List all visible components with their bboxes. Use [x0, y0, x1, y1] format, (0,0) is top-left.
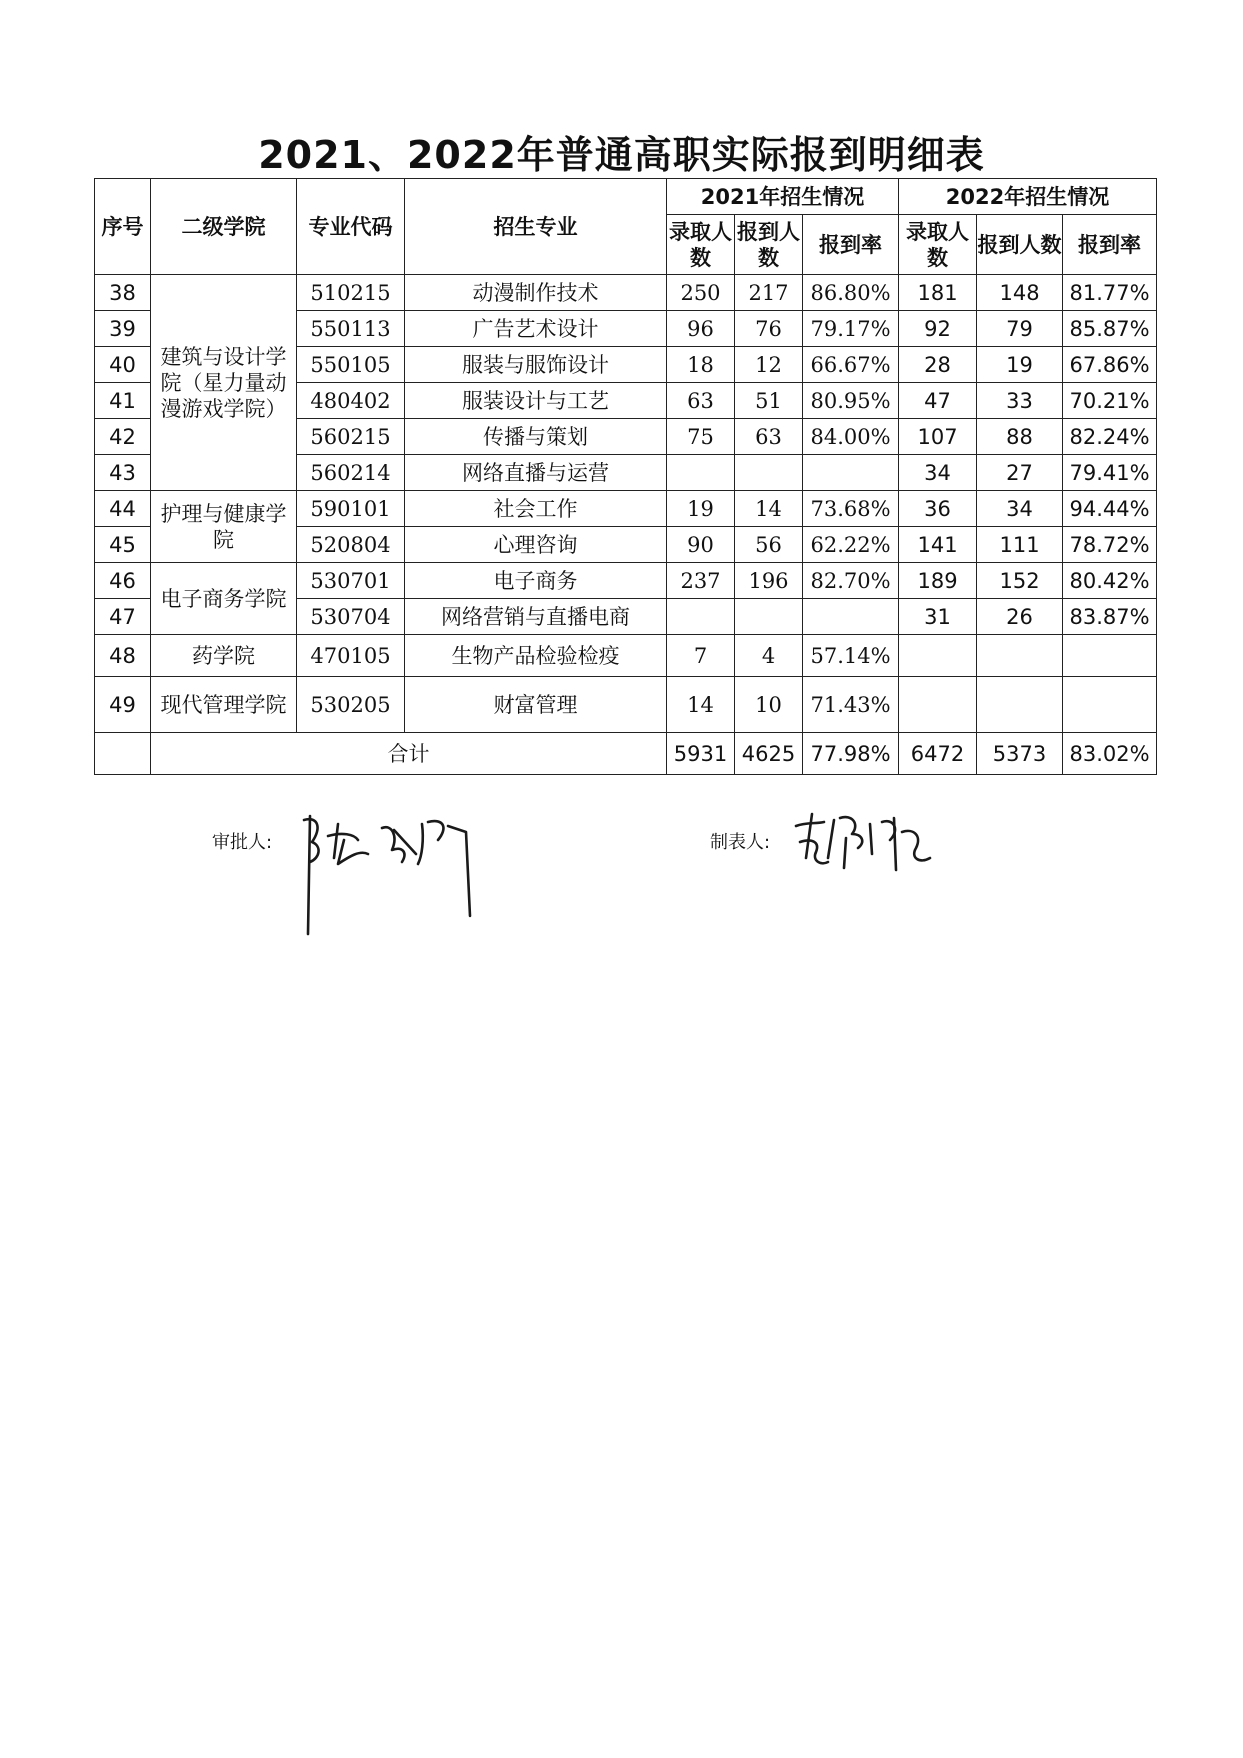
cell-rate-2022: 67.86% — [1063, 347, 1157, 383]
cell-code: 550113 — [297, 311, 405, 347]
cell-rate-2021: 79.17% — [803, 311, 899, 347]
cell-enrolled-2022: 27 — [977, 455, 1063, 491]
cell-enrolled-2021: 196 — [735, 563, 803, 599]
header-admitted-2022: 录取人数 — [899, 215, 977, 275]
cell-major: 社会工作 — [405, 491, 667, 527]
cell-seq: 43 — [95, 455, 151, 491]
cell-college: 药学院 — [151, 635, 297, 677]
preparer-signature — [790, 808, 940, 878]
cell-major: 财富管理 — [405, 677, 667, 733]
cell-admitted-2021 — [667, 599, 735, 635]
cell-admitted-2021: 90 — [667, 527, 735, 563]
cell-admitted-2022: 92 — [899, 311, 977, 347]
total-admitted-2021: 5931 — [667, 733, 735, 775]
cell-rate-2022: 82.24% — [1063, 419, 1157, 455]
cell-major: 心理咨询 — [405, 527, 667, 563]
cell-admitted-2022: 31 — [899, 599, 977, 635]
cell-enrolled-2021: 4 — [735, 635, 803, 677]
header-rate-2022: 报到率 — [1063, 215, 1157, 275]
cell-total-seq-empty — [95, 733, 151, 775]
total-rate-2021: 77.98% — [803, 733, 899, 775]
table-row — [95, 563, 1157, 599]
cell-rate-2021: 73.68% — [803, 491, 899, 527]
header-seq: 序号 — [95, 179, 151, 275]
cell-rate-2021: 80.95% — [803, 383, 899, 419]
cell-major: 网络直播与运营 — [405, 455, 667, 491]
cell-rate-2022: 80.42% — [1063, 563, 1157, 599]
cell-major: 广告艺术设计 — [405, 311, 667, 347]
cell-seq: 49 — [95, 677, 151, 733]
cell-enrolled-2021 — [735, 599, 803, 635]
cell-rate-2021: 86.80% — [803, 275, 899, 311]
cell-college: 护理与健康学院 — [151, 491, 297, 563]
cell-seq: 41 — [95, 383, 151, 419]
header-college: 二级学院 — [151, 179, 297, 275]
cell-admitted-2022: 47 — [899, 383, 977, 419]
total-label: 合计 — [151, 733, 667, 775]
cell-rate-2022: 83.87% — [1063, 599, 1157, 635]
cell-enrolled-2022: 33 — [977, 383, 1063, 419]
cell-code: 550105 — [297, 347, 405, 383]
cell-enrolled-2021 — [735, 455, 803, 491]
cell-college: 建筑与设计学院（星力量动漫游戏学院） — [151, 275, 297, 491]
cell-major: 电子商务 — [405, 563, 667, 599]
cell-enrolled-2021: 12 — [735, 347, 803, 383]
header-group-2022: 2022年招生情况 — [899, 179, 1157, 215]
cell-admitted-2022 — [899, 677, 977, 733]
table-row — [95, 491, 1157, 527]
total-enrolled-2021: 4625 — [735, 733, 803, 775]
cell-enrolled-2021: 76 — [735, 311, 803, 347]
cell-code: 560215 — [297, 419, 405, 455]
cell-code: 470105 — [297, 635, 405, 677]
cell-code: 530205 — [297, 677, 405, 733]
cell-code: 560214 — [297, 455, 405, 491]
cell-rate-2022: 78.72% — [1063, 527, 1157, 563]
total-admitted-2022: 6472 — [899, 733, 977, 775]
cell-admitted-2022: 181 — [899, 275, 977, 311]
cell-seq: 42 — [95, 419, 151, 455]
cell-rate-2022 — [1063, 677, 1157, 733]
cell-rate-2021 — [803, 599, 899, 635]
header-enrolled-2022: 报到人数 — [977, 215, 1063, 275]
cell-rate-2021: 82.70% — [803, 563, 899, 599]
header-enrolled-2021: 报到人数 — [735, 215, 803, 275]
cell-major: 网络营销与直播电商 — [405, 599, 667, 635]
cell-college: 电子商务学院 — [151, 563, 297, 635]
cell-code: 590101 — [297, 491, 405, 527]
cell-admitted-2021: 18 — [667, 347, 735, 383]
cell-rate-2021: 71.43% — [803, 677, 899, 733]
preparer-label: 制表人: — [710, 832, 771, 853]
cell-admitted-2021: 63 — [667, 383, 735, 419]
cell-rate-2022: 70.21% — [1063, 383, 1157, 419]
cell-enrolled-2022 — [977, 677, 1063, 733]
cell-seq: 39 — [95, 311, 151, 347]
table-row — [95, 635, 1157, 677]
cell-admitted-2021: 14 — [667, 677, 735, 733]
header-group-2021: 2021年招生情况 — [667, 179, 899, 215]
cell-admitted-2021: 7 — [667, 635, 735, 677]
cell-code: 530704 — [297, 599, 405, 635]
cell-major: 传播与策划 — [405, 419, 667, 455]
cell-seq: 47 — [95, 599, 151, 635]
total-rate-2022: 83.02% — [1063, 733, 1157, 775]
cell-admitted-2022 — [899, 635, 977, 677]
cell-admitted-2021: 250 — [667, 275, 735, 311]
header-rate-2021: 报到率 — [803, 215, 899, 275]
cell-enrolled-2021: 14 — [735, 491, 803, 527]
cell-admitted-2022: 141 — [899, 527, 977, 563]
cell-major: 动漫制作技术 — [405, 275, 667, 311]
cell-rate-2021: 62.22% — [803, 527, 899, 563]
cell-enrolled-2021: 217 — [735, 275, 803, 311]
cell-rate-2022: 81.77% — [1063, 275, 1157, 311]
cell-enrolled-2022: 26 — [977, 599, 1063, 635]
header-major: 招生专业 — [405, 179, 667, 275]
header-code: 专业代码 — [297, 179, 405, 275]
cell-rate-2022: 94.44% — [1063, 491, 1157, 527]
cell-enrolled-2022: 19 — [977, 347, 1063, 383]
total-row — [95, 733, 1157, 775]
cell-rate-2021: 84.00% — [803, 419, 899, 455]
cell-enrolled-2021: 56 — [735, 527, 803, 563]
total-enrolled-2022: 5373 — [977, 733, 1063, 775]
cell-enrolled-2022: 34 — [977, 491, 1063, 527]
cell-rate-2021: 66.67% — [803, 347, 899, 383]
approver-signature — [298, 806, 504, 946]
cell-code: 480402 — [297, 383, 405, 419]
page-title: 2021、2022年普通高职实际报到明细表 — [258, 133, 985, 177]
cell-rate-2021: 57.14% — [803, 635, 899, 677]
enrollment-table — [94, 178, 1157, 775]
cell-admitted-2021: 96 — [667, 311, 735, 347]
cell-rate-2022: 85.87% — [1063, 311, 1157, 347]
cell-enrolled-2021: 10 — [735, 677, 803, 733]
cell-seq: 40 — [95, 347, 151, 383]
cell-major: 服装设计与工艺 — [405, 383, 667, 419]
cell-admitted-2022: 189 — [899, 563, 977, 599]
cell-seq: 46 — [95, 563, 151, 599]
cell-enrolled-2022: 79 — [977, 311, 1063, 347]
cell-major: 服装与服饰设计 — [405, 347, 667, 383]
header-row — [95, 179, 1157, 215]
cell-admitted-2022: 107 — [899, 419, 977, 455]
cell-admitted-2021: 75 — [667, 419, 735, 455]
cell-seq: 44 — [95, 491, 151, 527]
cell-admitted-2021: 19 — [667, 491, 735, 527]
cell-admitted-2022: 28 — [899, 347, 977, 383]
cell-major: 生物产品检验检疫 — [405, 635, 667, 677]
cell-enrolled-2022: 111 — [977, 527, 1063, 563]
cell-seq: 45 — [95, 527, 151, 563]
table-row — [95, 677, 1157, 733]
cell-enrolled-2022: 152 — [977, 563, 1063, 599]
cell-enrolled-2021: 51 — [735, 383, 803, 419]
cell-admitted-2022: 34 — [899, 455, 977, 491]
table-row — [95, 275, 1157, 311]
cell-code: 510215 — [297, 275, 405, 311]
cell-enrolled-2022: 88 — [977, 419, 1063, 455]
approver-label: 审批人: — [212, 832, 273, 853]
cell-enrolled-2022 — [977, 635, 1063, 677]
cell-rate-2022 — [1063, 635, 1157, 677]
cell-rate-2022: 79.41% — [1063, 455, 1157, 491]
cell-college: 现代管理学院 — [151, 677, 297, 733]
cell-admitted-2021: 237 — [667, 563, 735, 599]
cell-seq: 38 — [95, 275, 151, 311]
cell-seq: 48 — [95, 635, 151, 677]
header-admitted-2021: 录取人数 — [667, 215, 735, 275]
cell-enrolled-2021: 63 — [735, 419, 803, 455]
cell-code: 530701 — [297, 563, 405, 599]
cell-rate-2021 — [803, 455, 899, 491]
cell-code: 520804 — [297, 527, 405, 563]
cell-admitted-2022: 36 — [899, 491, 977, 527]
cell-enrolled-2022: 148 — [977, 275, 1063, 311]
cell-admitted-2021 — [667, 455, 735, 491]
